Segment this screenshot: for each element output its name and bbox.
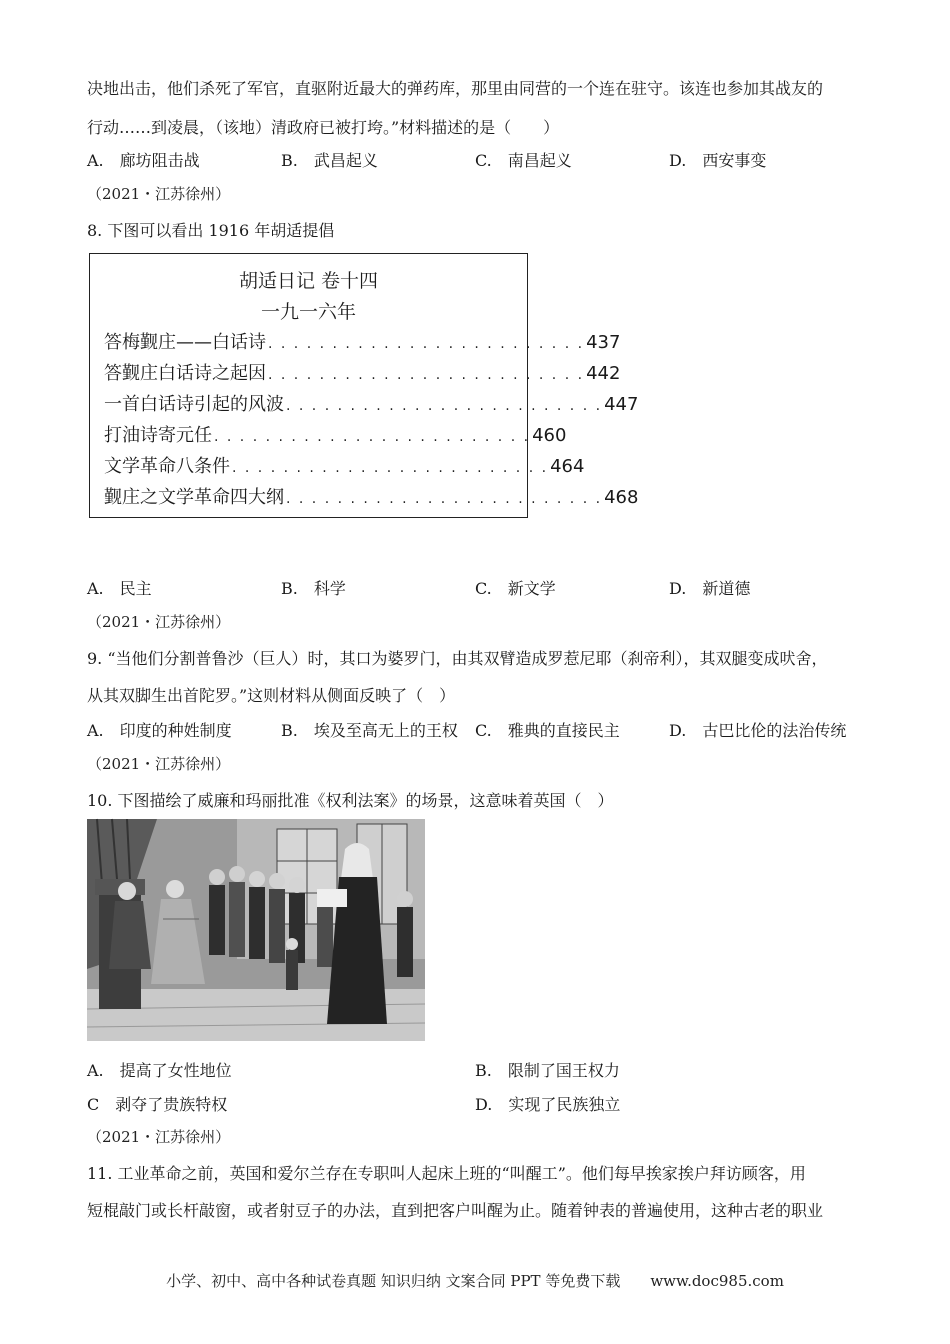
diary-entry: 答觐庄白话诗之起因 . . . . . . . . . . . . . . . . . . . . . . . . . 442 — [104, 363, 621, 384]
q10-option-a: A. 提高了女性地位 — [87, 1061, 232, 1080]
q9-option-d: D. 古巴比伦的法治传统 — [669, 721, 847, 740]
q9-source: （2021・江苏徐州） — [87, 755, 231, 773]
q7-option-c: C. 南昌起义 — [475, 151, 572, 170]
q7-source: （2021・江苏徐州） — [87, 185, 231, 203]
bill-of-rights-engraving — [87, 819, 425, 1041]
q10-option-b: B. 限制了国王权力 — [475, 1061, 620, 1080]
q9-option-c: C. 雅典的直接民主 — [475, 721, 620, 740]
q10-source: （2021・江苏徐州） — [87, 1128, 231, 1146]
q7-option-b: B. 武昌起义 — [281, 151, 378, 170]
q7-text-line-2: 行动……到凌晨，（该地）清政府已被打垮。”材料描述的是（ ） — [87, 118, 560, 137]
q8-source: （2021・江苏徐州） — [87, 613, 231, 631]
q9-option-a: A. 印度的种姓制度 — [87, 721, 232, 740]
q10-stem: 10. 下图描绘了威廉和玛丽批准《权利法案》的场景，这意味着英国（ ） — [87, 791, 614, 810]
q8-stem: 8. 下图可以看出 1916 年胡适提倡 — [87, 221, 335, 240]
diary-entry: 文学革命八条件 . . . . . . . . . . . . . . . . . . . . . . . . . 464 — [104, 456, 585, 477]
diary-table-of-contents — [89, 253, 639, 518]
diary-year: 一九一六年 — [260, 301, 356, 323]
diary-entry: 打油诗寄元任 . . . . . . . . . . . . . . . . . . . . . . . . . 460 — [104, 425, 567, 446]
q8-option-c: C. 新文学 — [475, 579, 556, 598]
q8-option-d: D. 新道德 — [669, 579, 751, 598]
q7-option-d: D. 西安事变 — [669, 151, 767, 170]
q7-text-line-1: 决地出击，他们杀死了军官，直驱附近最大的弹药库，那里由同营的一个连在驻守。该连也参加其战友的 — [87, 79, 824, 98]
q10-option-d: D. 实现了民族独立 — [475, 1095, 621, 1114]
q8-option-b: B. 科学 — [281, 579, 346, 598]
q8-option-a: A. 民主 — [87, 579, 152, 598]
q7-option-a: A. 廊坊阻击战 — [87, 151, 200, 170]
q9-text-line-1: 9. “当他们分割普鲁沙（巨人）时，其口为婆罗门，由其双臂造成罗惹尼耶（刹帝利），其双腿变成吠舍， — [87, 649, 828, 668]
q11-text-line-1: 11. 工业革命之前，英国和爱尔兰存在专职叫人起床上班的“叫醒工”。他们每早挨家挨户拜访顾客，用 — [87, 1164, 806, 1183]
q10-option-c: C 剥夺了贵族特权 — [87, 1095, 228, 1114]
q9-text-line-2: 从其双脚生出首陀罗。”这则材料从侧面反映了（ ） — [87, 686, 456, 705]
q11-text-line-2: 短棍敲门或长杆敲窗，或者射豆子的办法，直到把客户叫醒为止。随着钟表的普遍使用，这种古老的职业 — [87, 1201, 824, 1220]
page-footer[interactable]: 小学、初中、高中各种试卷真题 知识归纳 文案合同 PPT 等免费下载 www.doc985.com — [166, 1272, 784, 1290]
diary-entry: 一首白话诗引起的风波 . . . . . . . . . . . . . . . . . . . . . . . . . 447 — [104, 394, 639, 415]
diary-title: 胡适日记 卷十四 — [238, 270, 379, 292]
diary-entry: 觐庄之文学革命四大纲 . . . . . . . . . . . . . . . . . . . . . . . . . 468 — [104, 487, 639, 508]
diary-entry: 答梅觐庄——白话诗 . . . . . . . . . . . . . . . . . . . . . . . . . 437 — [104, 332, 621, 353]
q9-option-b: B. 埃及至高无上的王权 — [281, 721, 458, 740]
